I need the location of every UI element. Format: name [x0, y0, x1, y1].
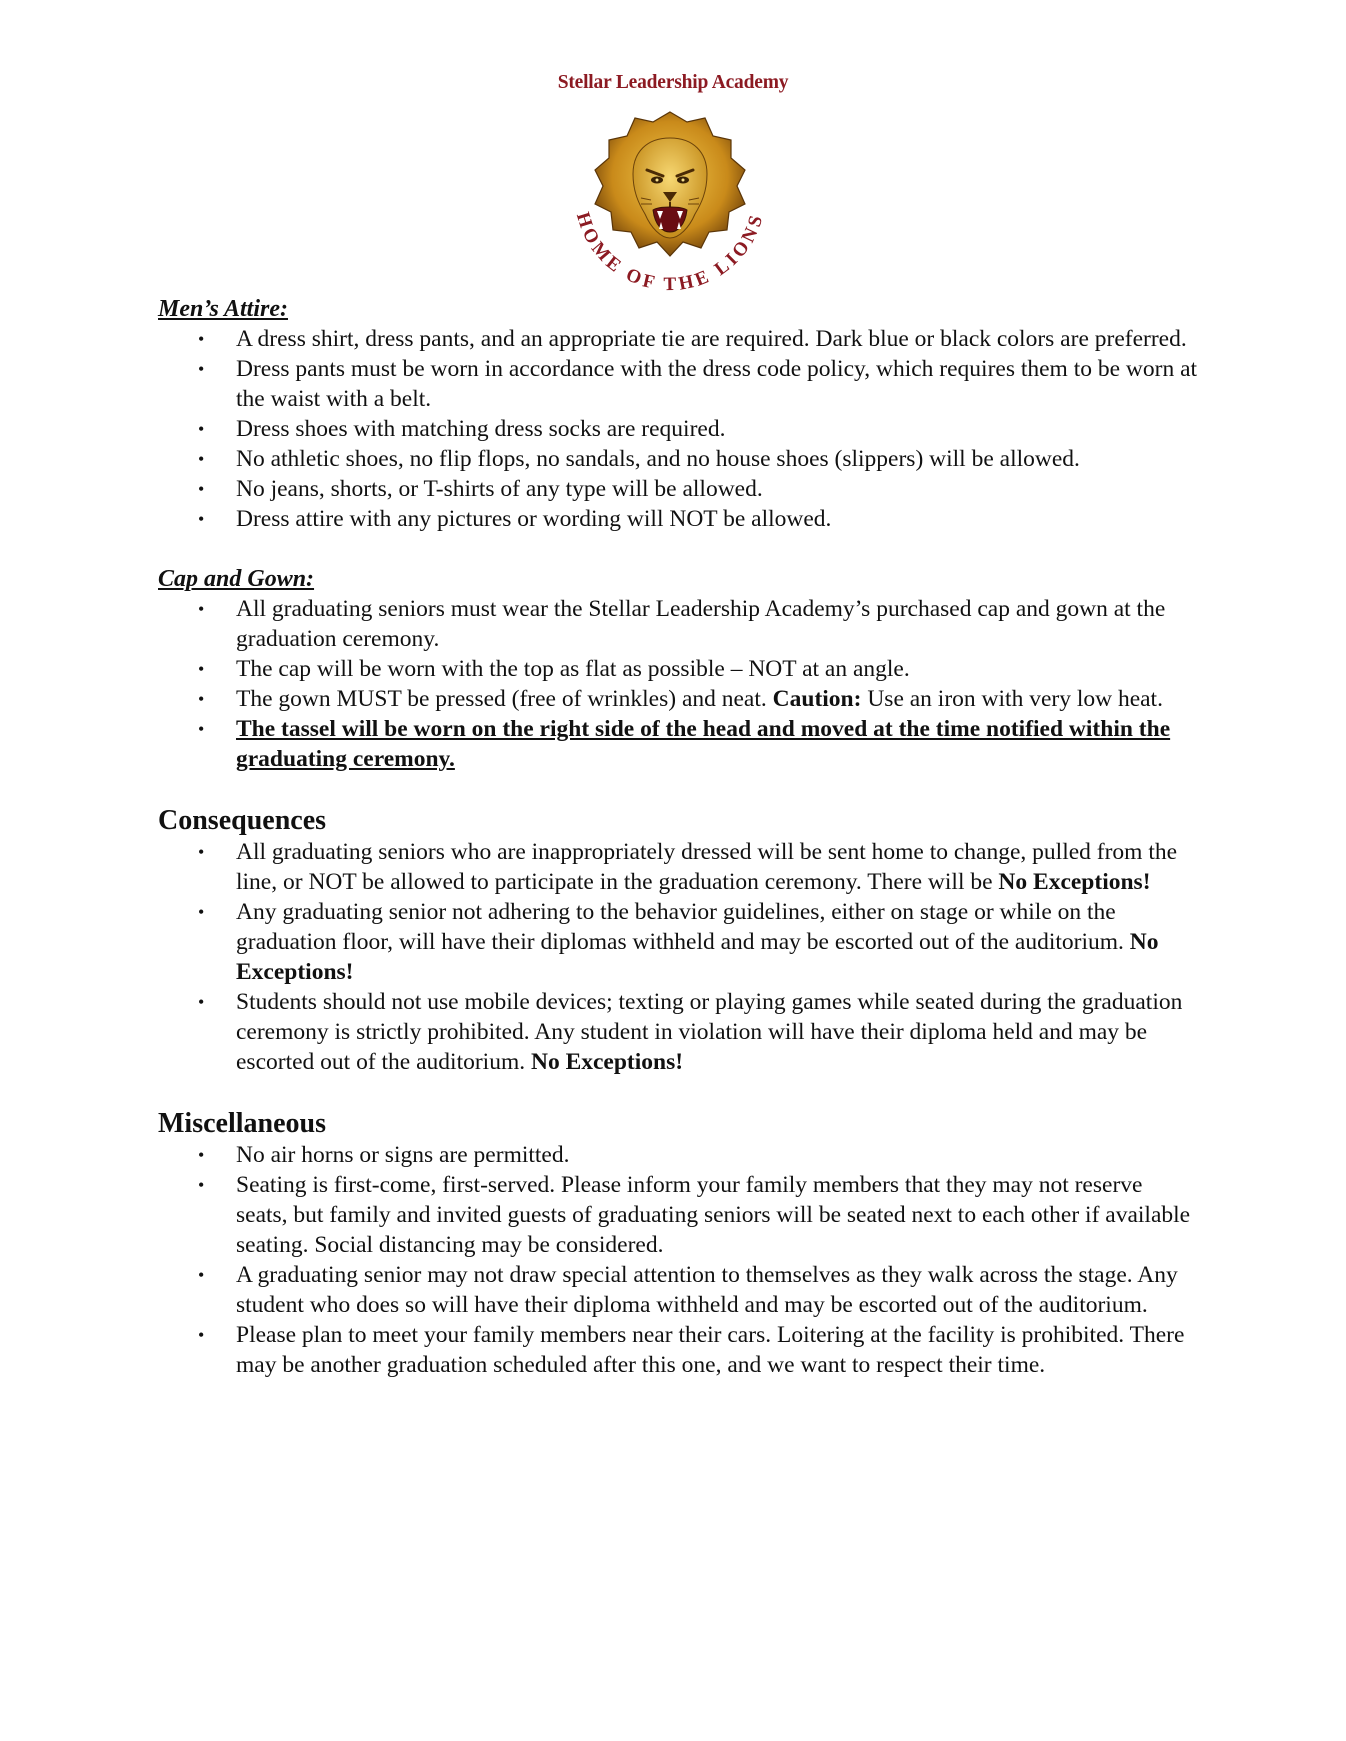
list-item: • A dress shirt, dress pants, and an appropriate tie are required. Dark blue or black colors are preferred. — [198, 326, 1187, 352]
bullet-icon: • — [198, 719, 205, 739]
cap-and-gown-list — [158, 594, 1198, 774]
list-item: • All graduating seniors who are inappropriately dressed will be sent home to change, pulled from the line, or NOT be allowed to participate in the graduation ceremony. There will be No Exceptions! — [198, 839, 1178, 895]
bullet-icon: • — [198, 359, 205, 379]
list-item: • All graduating seniors must wear the Stellar Leadership Academy’s purchased cap and gown at the graduation ceremony. — [198, 596, 1166, 652]
caution-label: Caution: — [772, 686, 862, 712]
no-exceptions-label: No Exceptions! — [530, 1049, 684, 1075]
mens-attire-heading: Men’s Attire: — [158, 296, 288, 322]
list-item: • No jeans, shorts, or T-shirts of any type will be allowed. — [198, 476, 763, 502]
consequences-heading: Consequences — [158, 805, 327, 836]
school-logo — [555, 100, 785, 300]
cap-and-gown-heading: Cap and Gown: — [158, 566, 315, 592]
bullet-icon: • — [198, 419, 205, 439]
bullet-icon: • — [198, 992, 205, 1012]
bullet-icon: • — [198, 1145, 205, 1165]
page-header — [0, 72, 1346, 94]
lion-head-icon — [555, 100, 785, 300]
bullet-icon: • — [198, 659, 205, 679]
miscellaneous-list — [158, 1140, 1198, 1380]
tassel-rule: The tassel will be worn on the right side of the head and moved at the time notified within the graduating ceremony. — [236, 716, 1171, 772]
list-item: • No air horns or signs are permitted. — [198, 1142, 570, 1168]
logo-arc-text: HOME OF THE LIONS — [571, 209, 769, 296]
bullet-icon: • — [198, 902, 205, 922]
bullet-icon: • — [198, 1265, 205, 1285]
school-name: Stellar Leadership Academy — [557, 72, 789, 93]
miscellaneous-heading: Miscellaneous — [158, 1108, 326, 1139]
list-item: • The gown MUST be pressed (free of wrinkles) and neat. Caution: Use an iron with very low heat. — [198, 686, 1163, 712]
no-exceptions-label: No Exceptions! — [236, 929, 1159, 985]
bullet-icon: • — [198, 1175, 205, 1195]
bullet-icon: • — [198, 599, 205, 619]
bullet-icon: • — [198, 329, 205, 349]
document-body — [158, 294, 1198, 1380]
bullet-icon: • — [198, 1325, 205, 1345]
bullet-icon: • — [198, 842, 205, 862]
no-exceptions-label: No Exceptions! — [998, 869, 1151, 895]
consequences-list — [158, 837, 1198, 1077]
list-item: • A graduating senior may not draw special attention to themselves as they walk across the stage. Any student who does so will have their diploma withheld and may be escorted out of the auditorium. — [198, 1262, 1178, 1318]
list-item: • Students should not use mobile devices; texting or playing games while seated during the graduation ceremony is strictly prohibited. Any student in violation will have their diploma held and may be escorted out of the auditorium. No Exceptions! — [198, 989, 1183, 1075]
list-item: • The cap will be worn with the top as flat as possible – NOT at an angle. — [198, 656, 910, 682]
mens-attire-list — [158, 324, 1198, 534]
bullet-icon: • — [198, 479, 205, 499]
bullet-icon: • — [198, 689, 205, 709]
list-item: • Dress shoes with matching dress socks are required. — [198, 416, 726, 442]
list-item: • Seating is first-come, first-served. Please inform your family members that they may not reserve seats, but family and invited guests of graduating seniors will be seated next to each other if available seating. Social distancing may be considered. — [198, 1172, 1191, 1258]
bullet-icon: • — [198, 509, 205, 529]
list-item: • No athletic shoes, no flip flops, no sandals, and no house shoes (slippers) will be allowed. — [198, 446, 1080, 472]
list-item: • Any graduating senior not adhering to the behavior guidelines, either on stage or while on the graduation floor, will have their diplomas withheld and may be escorted out of the auditorium. No Exceptions! — [198, 899, 1159, 985]
list-item: • Please plan to meet your family members near their cars. Loitering at the facility is prohibited. There may be another graduation scheduled after this one, and we want to respect their time. — [198, 1322, 1185, 1378]
bullet-icon: • — [198, 449, 205, 469]
list-item: • Dress attire with any pictures or wording will NOT be allowed. — [198, 506, 832, 532]
list-item — [158, 714, 1198, 774]
list-item: • Dress pants must be worn in accordance with the dress code policy, which requires them to be worn at the waist with a belt. — [198, 356, 1198, 412]
